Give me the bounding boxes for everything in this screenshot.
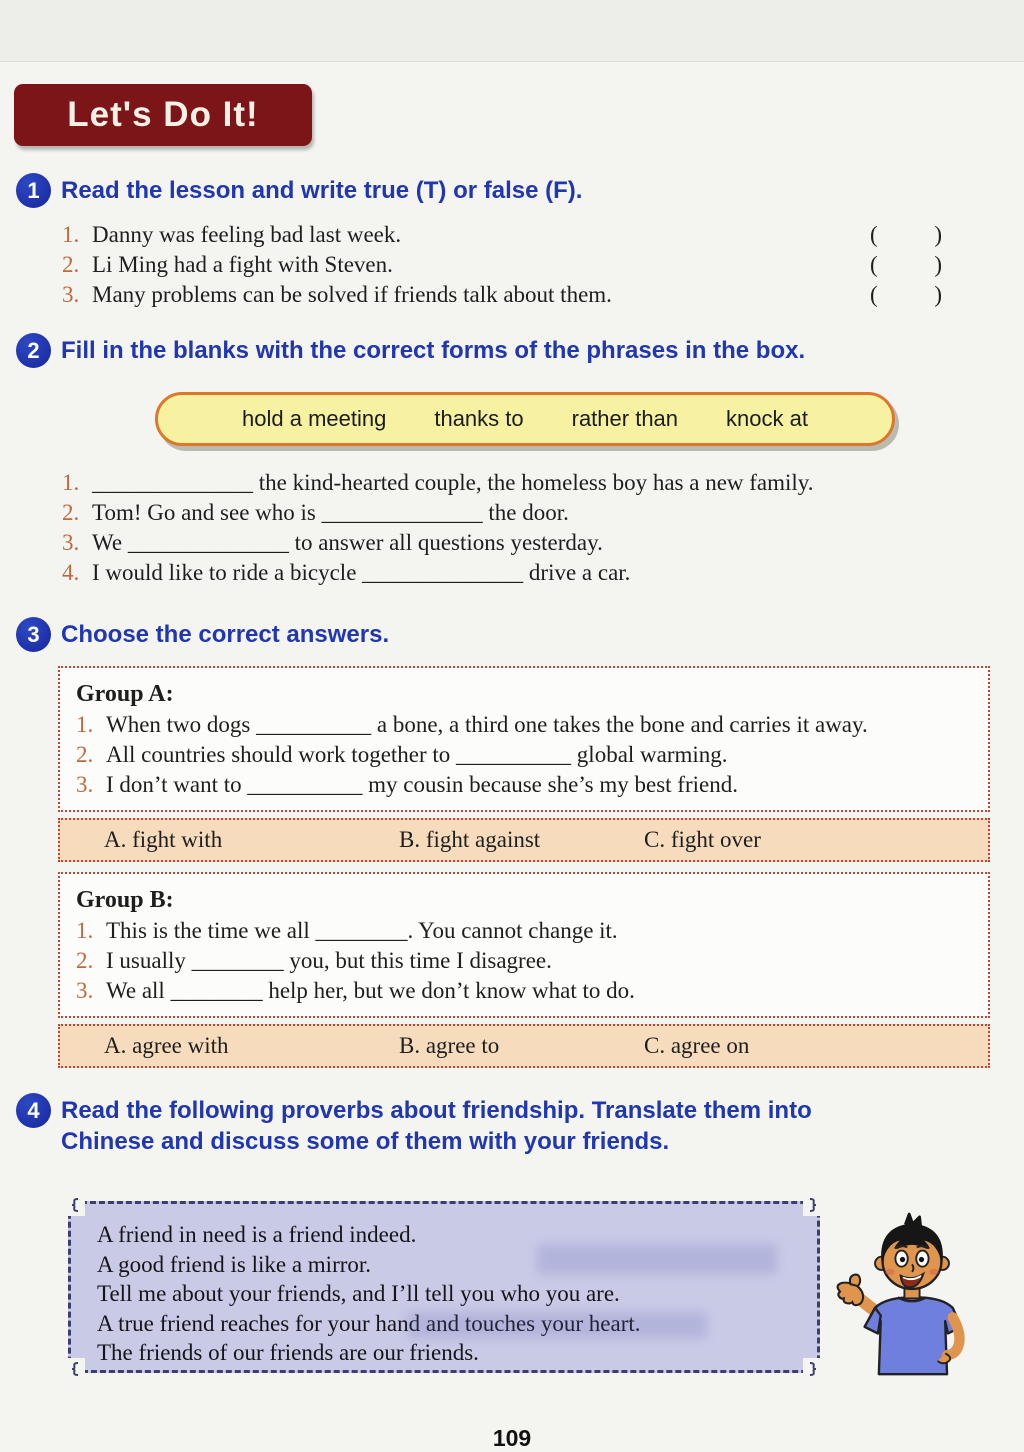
answer-option: B. fight against: [399, 827, 541, 852]
group-a-answers: [58, 818, 990, 862]
list-item: [76, 710, 972, 740]
scan-ghost: [537, 1244, 777, 1274]
proverb: The friends of our friends are our friends.: [97, 1340, 479, 1365]
group-a-items: [76, 710, 972, 800]
item-text: Many problems can be solved if friends talk about them.: [92, 282, 612, 307]
exercise2-number-badge: 2: [16, 333, 51, 368]
item-text: Tom! Go and see who is ______________ the door.: [92, 500, 569, 525]
proverb: A friend in need is a friend indeed.: [97, 1222, 417, 1247]
exercise4-heading: [16, 1092, 1004, 1157]
paren-close: ): [934, 222, 942, 247]
true-false-blank: [870, 280, 942, 310]
group-b-items: [76, 916, 972, 1006]
true-false-blank: [870, 220, 942, 250]
item-text: I don’t want to __________ my cousin because she’s my best friend.: [106, 772, 738, 797]
list-item: [62, 468, 942, 498]
item-text: Li Ming had a fight with Steven.: [92, 252, 393, 277]
list-item: [76, 770, 972, 800]
item-number: 2.: [76, 742, 94, 767]
proverb: Tell me about your friends, and I’ll tell you who you are.: [97, 1281, 620, 1306]
phrase: knock at: [726, 406, 808, 431]
item-number: 4.: [62, 560, 80, 585]
lets-do-it-title: Let's Do It!: [67, 95, 259, 134]
paren-close: ): [934, 252, 942, 277]
item-text: I would like to ride a bicycle ______________ drive a car.: [92, 560, 631, 585]
list-item: [76, 976, 972, 1006]
group-a-label: Group A:: [76, 681, 174, 707]
list-item: [62, 280, 942, 310]
phrase: rather than: [571, 406, 679, 431]
proverbs-section: [0, 1201, 1024, 1391]
exercise4-title-line2: Chinese and discuss some of them with your friends.: [61, 1128, 670, 1155]
item-number: 1.: [62, 222, 80, 247]
list-item: [76, 946, 972, 976]
paren-open: (: [870, 222, 878, 247]
item-number: 3.: [62, 282, 80, 307]
item-text: ______________ the kind-hearted couple, the homeless boy has a new family.: [92, 470, 814, 495]
phrase-bank-box: [155, 392, 895, 446]
answer-option: B. agree to: [399, 1033, 500, 1058]
exercise4-number-badge: 4: [16, 1093, 51, 1128]
group-b-label: Group B:: [76, 887, 174, 913]
exercise2-heading: [16, 332, 1004, 368]
list-item: [62, 558, 942, 588]
item-text: We all ________ help her, but we don’t know what to do.: [106, 978, 635, 1003]
item-text: When two dogs __________ a bone, a third one takes the bone and carries it away.: [106, 712, 868, 737]
item-number: 3.: [76, 772, 94, 797]
page-number: 109: [492, 1425, 532, 1451]
list-item: [76, 740, 972, 770]
item-number: 2.: [62, 500, 80, 525]
exercise4-title-line1: Read the following proverbs about friendship. Translate them into: [61, 1097, 812, 1124]
corner-ornament: [63, 1358, 85, 1380]
answer-option: A. fight with: [104, 827, 223, 852]
true-false-blank: [870, 250, 942, 280]
phrase: hold a meeting: [242, 406, 387, 431]
proverb: A true friend reaches for your hand and touches your heart.: [97, 1310, 641, 1336]
exercise1-heading: [16, 172, 1004, 208]
page-top-margin: [0, 0, 1024, 62]
item-text: I usually ________ you, but this time I disagree.: [106, 948, 552, 973]
item-number: 1.: [76, 712, 94, 737]
exercise1-items: [62, 220, 942, 310]
list-item: [62, 220, 942, 250]
lets-do-it-header: [14, 84, 312, 146]
item-number: 1.: [76, 918, 94, 943]
exercise3-number-badge: 3: [16, 617, 51, 652]
item-text: All countries should work together to __________ global warming.: [106, 742, 728, 767]
exercise3-heading: [16, 616, 1004, 652]
answer-option: C. agree on: [644, 1033, 750, 1058]
list-item: [76, 916, 972, 946]
page-footer: [0, 1425, 1024, 1452]
list-item: [62, 498, 942, 528]
exercise2-items: [62, 468, 942, 588]
exercise1-number-badge: 1: [16, 173, 51, 208]
group-b-box: [58, 872, 990, 1018]
exercise1-title: Read the lesson and write true (T) or false (F).: [61, 177, 583, 204]
paren-open: (: [870, 252, 878, 277]
item-text: We ______________ to answer all questions yesterday.: [92, 530, 603, 555]
item-number: 2.: [62, 252, 80, 277]
list-item: [62, 250, 942, 280]
scan-ghost: [407, 1312, 707, 1338]
item-text: Danny was feeling bad last week.: [92, 222, 402, 247]
group-b-answers: [58, 1024, 990, 1068]
item-number: 3.: [76, 978, 94, 1003]
list-item: [62, 528, 942, 558]
phrase: thanks to: [434, 406, 524, 431]
corner-ornament: [63, 1194, 85, 1216]
item-number: 2.: [76, 948, 94, 973]
proverb: A good friend is like a mirror.: [97, 1251, 372, 1277]
item-text: This is the time we all ________. You cannot change it.: [106, 918, 618, 943]
answer-option: A. agree with: [104, 1033, 229, 1058]
exercise4-title: [61, 1092, 812, 1157]
item-number: 1.: [62, 470, 80, 495]
paren-close: ): [934, 282, 942, 307]
boy-illustration: [822, 1209, 1002, 1389]
exercise3-title: Choose the correct answers.: [61, 621, 390, 648]
exercise2-title: Fill in the blanks with the correct forms of the phrases in the box.: [61, 337, 806, 364]
answer-option: C. fight over: [644, 827, 761, 852]
proverbs-box: [68, 1201, 820, 1373]
group-a-box: [58, 666, 990, 812]
paren-open: (: [870, 282, 878, 307]
item-number: 3.: [62, 530, 80, 555]
